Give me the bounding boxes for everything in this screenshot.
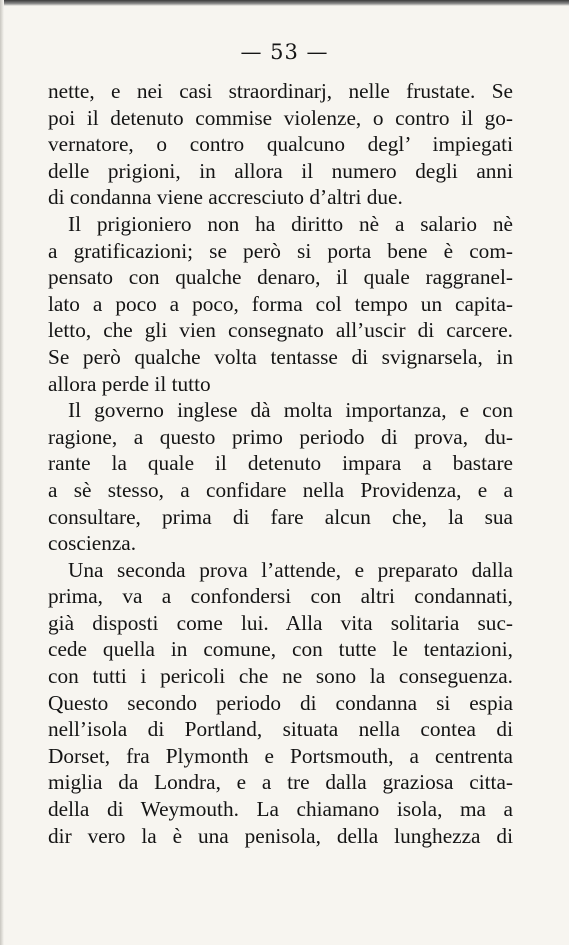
text-line: vernatore, o contro qualcuno degl’ impiegati <box>48 132 513 157</box>
text-line: Una seconda prova l’attende, e preparato dalla <box>68 557 513 582</box>
text-line: allora perde il tutto <box>48 371 211 396</box>
text-line: già disposti come lui. Alla vita solitaria suc- <box>48 610 513 635</box>
text-line: Il governo inglese dà molta importanza, e con <box>68 398 513 423</box>
text-line: Questo secondo periodo di condanna si espia <box>48 690 513 715</box>
text-line: con tutti i pericoli che ne sono la conseguenza. <box>48 664 513 689</box>
text-line: miglia da Londra, e a tre dalla graziosa citta- <box>48 770 513 795</box>
text-line: letto, che gli vien consegnato all’uscir di carcere. <box>48 318 513 343</box>
text-line: pensato con qualche denaro, il quale raggranel- <box>48 265 513 290</box>
page-top-edge <box>0 0 569 6</box>
text-line: della di Weymouth. La chiamano isola, ma a <box>48 797 513 822</box>
text-line: ragione, a questo primo periodo di prova, du- <box>48 424 513 449</box>
text-line: Dorset, fra Plymonth e Portsmouth, a centrenta <box>48 743 513 768</box>
text-line: coscienza. <box>48 531 137 556</box>
text-line: Se però qualche volta tentasse di svignarsela, in <box>48 344 513 369</box>
text-line: nell’isola di Portland, situata nella contea di <box>48 717 513 742</box>
text-line: di condanna viene accresciuto d’altri due. <box>48 185 403 210</box>
text-line: poi il detenuto commise violenze, o contro il go- <box>48 105 513 130</box>
text-line: Il prigioniero non ha diritto nè a salario nè <box>68 211 513 236</box>
text-line: cede quella in comune, con tutte le tentazioni, <box>48 637 513 662</box>
text-line: a sè stesso, a confidare nella Providenza, e a <box>48 477 513 502</box>
text-line: lato a poco a poco, forma col tempo un capita- <box>48 291 513 316</box>
page-number: — 53 — <box>240 40 329 64</box>
text-line: prima, va a confondersi con altri condannati, <box>48 584 513 609</box>
text-line: a gratificazioni; se però si porta bene è com- <box>48 238 513 263</box>
body-text <box>48 78 513 849</box>
text-line: nette, e nei casi straordinarj, nelle frustate. Se <box>48 79 513 103</box>
page-left-edge <box>0 0 4 945</box>
text-line: delle prigioni, in allora il numero degli anni <box>48 158 513 183</box>
text-line: consultare, prima di fare alcun che, la sua <box>48 504 513 529</box>
text-line: dir vero la è una penisola, della lunghezza di <box>48 823 513 848</box>
text-line: rante la quale il detenuto impara a bastare <box>48 451 513 476</box>
